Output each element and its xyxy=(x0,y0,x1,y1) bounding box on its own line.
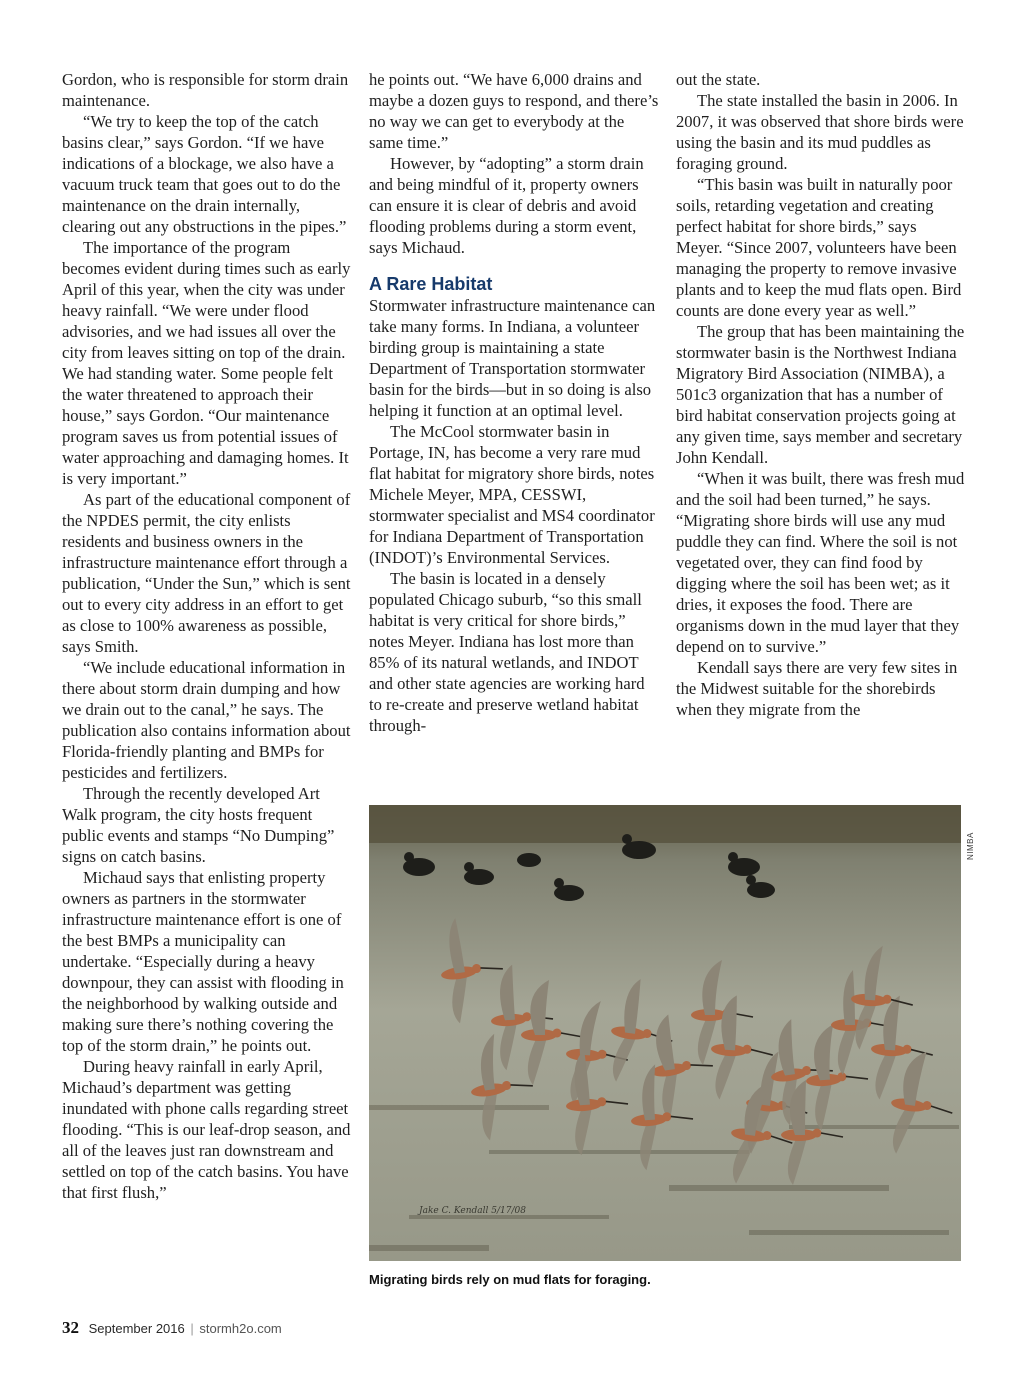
article-column-1 xyxy=(62,69,352,1203)
paragraph: “We try to keep the top of the catch basins clear,” says Gordon. “If we have indications of a blockage, we also have a vacuum truck team that goes out to do the maintenance on the drain internally, clearing out any obstructions in the pipes.” xyxy=(62,112,347,236)
page-number: 32 xyxy=(62,1318,79,1337)
paragraph: “We include educational information in there about storm drain dumping and how we drain out to the canal,” he says. The publication also contains information about Florida-friendly planting and BMPs for pesticides and fertilizers. xyxy=(62,658,351,782)
paragraph: Michaud says that enlisting property owners as partners in the stormwater infrastructure maintenance effort is one of the best BMPs a municipality can undertake. “Especially during a heavy downpour, they can assist with flooding in the neighborhood by walking outside and making sure there’s nothing covering the top of the storm drain,” he points out. xyxy=(62,868,344,1055)
paragraph: However, by “adopting” a storm drain and being mindful of it, property owners can ensure it is clear of debris and avoid flooding problems during a storm event, says Michaud. xyxy=(369,154,644,257)
paragraph: “When it was built, there was fresh mud and the soil had been turned,” he says. “Migrating shore birds will use any mud puddle they can find. Where the soil is not vegetated over, they can find food by digging where the soil has been wet; as it dries, it exposes the food. There are organisms down in the mud layer that they depend on to survive.” xyxy=(676,469,965,656)
photo-credit: NIMBA xyxy=(966,832,975,860)
issue-date: September 2016 xyxy=(88,1321,185,1336)
paragraph: Kendall says there are very few sites in the Midwest suitable for the shorebirds when they migrate from the xyxy=(676,658,958,719)
paragraph: Through the recently developed Art Walk program, the city hosts frequent public events and stamps “No Dumping” signs on catch basins. xyxy=(62,784,335,866)
section-heading: A Rare Habitat xyxy=(369,274,493,294)
paragraph: During heavy rainfall in early April, Michaud’s department was getting inundated with phone calls regarding street flooding. “This is our leaf-drop season, and all of the leaves just ran downstream and settled on top of the catch basins. You have that first flush,” xyxy=(62,1057,351,1202)
shorebirds-photo xyxy=(369,805,961,1261)
paragraph: out the state. xyxy=(676,70,761,89)
article-column-3 xyxy=(676,69,966,720)
paragraph: Stormwater infrastructure maintenance can take many forms. In Indiana, a volunteer birding group is maintaining a state Department of Transportation stormwater basin for the birds—but in so doing is also helping it function at an optimal level. xyxy=(369,296,656,420)
paragraph: As part of the educational component of the NPDES permit, the city enlists residents and business owners in the infrastructure maintenance effort through a publication, “Under the Sun,” which is sent out to every city address in an effort to get as close to 100% awareness as possible, says Smith. xyxy=(62,490,351,656)
article-column-2 xyxy=(369,69,659,736)
paragraph: The basin is located in a densely populated Chicago suburb, “so this small habitat is very critical for shore birds,” notes Meyer. Indiana has lost more than 85% of its natural wetlands, and INDOT and other state agencies are working hard to re-create and preserve wetland habitat through- xyxy=(369,569,645,735)
paragraph: Gordon, who is responsible for storm drain maintenance. xyxy=(62,70,349,110)
paragraph: The group that has been maintaining the stormwater basin is the Northwest Indiana Migratory Bird Association (NIMBA), a 501c3 organization that has a number of bird habitat conservation projects going at any given time, says member and secretary John Kendall. xyxy=(676,322,965,467)
photo-caption: Migrating birds rely on mud flats for foraging. xyxy=(369,1272,651,1287)
footer-separator: | xyxy=(190,1321,194,1336)
paragraph: The importance of the program becomes evident during times such as early April of this year, when the city was under heavy rainfall. “We were under flood advisories, and we had issues all over the city from leaves sitting on top of the drain. We had standing water. Some people felt the water threatened to approach their house,” says Gordon. “Our maintenance program saves us from potential issues of water approaching and damaging homes. It is very important.” xyxy=(62,238,351,488)
site-url: stormh2o.com xyxy=(199,1321,282,1336)
page-footer xyxy=(62,1318,462,1339)
paragraph: “This basin was built in naturally poor soils, retarding vegetation and creating perfect habitat for shore birds,” says Meyer. “Since 2007, volunteers have been managing the property to remove invasive plants and to keep the mud flats open. Bird counts are done every year as well.” xyxy=(676,175,962,320)
photo-signature: Jake C. Kendall 5/17/08 xyxy=(419,1206,526,1216)
paragraph: he points out. “We have 6,000 drains and maybe a dozen guys to respond, and there’s no way we can get to everybody at the same time.” xyxy=(369,70,659,152)
paragraph: The McCool stormwater basin in Portage, IN, has become a very rare mud flat habitat for migratory shore birds, notes Michele Meyer, MPA, CESSWI, stormwater specialist and MS4 coordinator for Indiana Department of Transportation (INDOT)’s Environmental Services. xyxy=(369,422,655,567)
paragraph: The state installed the basin in 2006. In 2007, it was observed that shore birds were using the basin and its mud puddles as foraging ground. xyxy=(676,91,964,173)
